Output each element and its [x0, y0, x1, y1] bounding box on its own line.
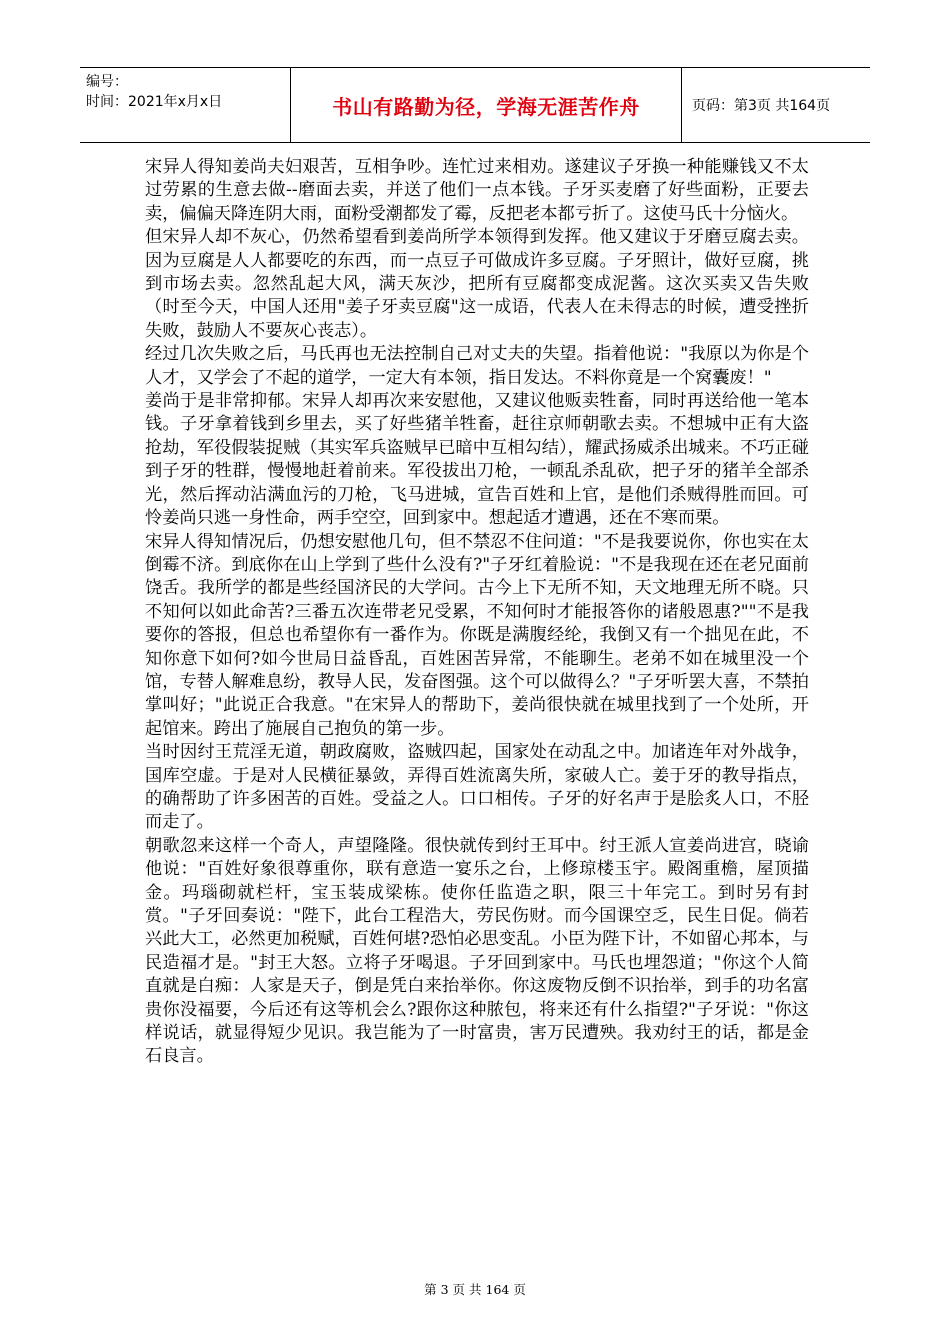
- paragraph: 宋异人得知姜尚夫妇艰苦，互相争吵。连忙过来相劝。遂建议子牙换一种能赚钱又不太过劳累的生意去做--磨面去卖，并送了他们一点本钱。子牙买麦磨了好些面粉，正要去卖，偏偏天降连阴大雨，面粉受潮都发了霉，反把老本都亏折了。这使马氏十分恼火。: [145, 157, 809, 224]
- number-label: 编号：: [86, 74, 128, 90]
- page-header: [80, 67, 870, 143]
- paragraph: 姜尚于是非常抑郁。宋异人却再次来安慰他，又建议他贩卖牲畜，同时再送给他一笔本钱。子牙拿着钱到乡里去，买了好些猪羊牲畜，赶往京师朝歌去卖。不想城中正有大盗抢劫，军役假装捉贼（其实军兵盗贼早已暗中互相勾结），耀武扬威杀出城来。不巧正碰到子牙的牲群，慢慢地赶着前来。军役拔出刀枪，一顿乱杀乱砍，把子牙的猪羊全部杀光，然后挥动沾满血污的刀枪，飞马进城，宣告百姓和上官，是他们杀贼得胜而回。可怜姜尚只逃一身性命，两手空空，回到家中。想起适才遭遇，还在不寒而栗。: [145, 391, 809, 529]
- paragraph: 朝歌忽来这样一个奇人，声望隆隆。很快就传到纣王耳中。纣王派人宣姜尚进宫，晓谕他说："百姓好象很尊重你，联有意造一宴乐之台，上修琼楼玉宇。殿阁重檐，屋顶描金。玛瑙砌就栏杆，宝玉装成梁栋。使你任监造之职，限三十年完工。到时另有封赏。"子牙回奏说："陛下，此台工程浩大，劳民伤财。而今国课空乏，民生日促。倘若兴此大工，必然更加税赋，百姓何堪?恐怕必思变乱。小臣为陛下计，不如留心邦本，与民造福才是。"封王大怒。立将子牙喝退。子牙回到家中。马氏也埋怨道；"你这个人简直就是白痴：人家是天子，倒是凭白来抬举你。你这废物反倒不识抬举，到手的功名富贵你没福要，今后还有这等机会么?跟你这种脓包，将来还有什么指望?"子牙说："你这样说话，就显得短少见识。我岂能为了一时富贵，害万民遭殃。我劝纣王的话，都是金石良言。: [145, 835, 809, 1067]
- motto-text: 书山有路勤为径，学海无涯苦作舟: [332, 94, 640, 119]
- body-text: [145, 156, 809, 1069]
- footer-page-number: 第 3 页 共 164 页: [424, 1282, 526, 1297]
- paragraph: 但宋异人却不灰心，仍然希望看到姜尚所学本领得到发挥。他又建议于牙磨豆腐去卖。因为豆腐是人人都要吃的东西，而一点豆子可做成许多豆腐。子牙照计，做好豆腐，挑到市场去卖。忽然乱起大风，满天灰沙，把所有豆腐都变成泥酱。这次买卖又告失败（时至今天，中国人还用"姜子牙卖豆腐"这一成语，代表人在未得志的时候，遭受挫折失败，鼓励人不要灰心丧志）。: [145, 227, 809, 341]
- header-page-info-cell: [682, 68, 870, 142]
- paragraph: 当时因纣王荒淫无道，朝政腐败，盗贼四起，国家处在动乱之中。加诸连年对外战争，国库空虚。于是对人民横征暴敛，弄得百姓流离失所，家破人亡。姜于牙的教导指点，的确帮助了许多困苦的百姓。受益之人。口口相传。子牙的好名声于是脍炙人口，不胫而走了。: [145, 742, 809, 833]
- page-footer: [0, 1280, 950, 1298]
- header-meta: [80, 68, 290, 142]
- paragraph: 经过几次失败之后，马氏再也无法控制自己对丈夫的失望。指着他说："我原以为你是个人才，又学会了不起的道学，一定大有本领，指日发达。不料你竟是一个窝囊废！": [145, 344, 809, 388]
- header-motto-cell: [290, 68, 682, 142]
- page-info: 页码：第3页 共164页: [692, 98, 831, 114]
- paragraph: 宋异人得知情况后，仍想安慰他几句，但不禁忍不住问道："不是我要说你，你也实在太倒霉不济。到底你在山上学到了些什么没有?"子牙红着脸说："不是我现在还在老兄面前饶舌。我所学的都是些经国济民的大学问。古今上下无所不知，天文地理无所不晓。只不知何以如此命苦?三番五次连带老兄受累，不知何时才能报答你的诸般恩惠?""不是我要你的答报，但总也希望你有一番作为。你既是满腹经纶，我倒又有一个拙见在此，不知你意下如何?如今世局日益昏乱，百姓困苦异常，不能聊生。老弟不如在城里没一个馆，专替人解难息纷，教导人民，发奋图强。这个可以做得么？"子牙听罢大喜，不禁拍掌叫好；"此说正合我意。"在宋异人的帮助下，姜尚很快就在城里找到了一个处所，开起馆来。跨出了施展自己抱负的第一步。: [145, 531, 809, 739]
- time-label: 时间：2021年x月x日: [86, 94, 223, 110]
